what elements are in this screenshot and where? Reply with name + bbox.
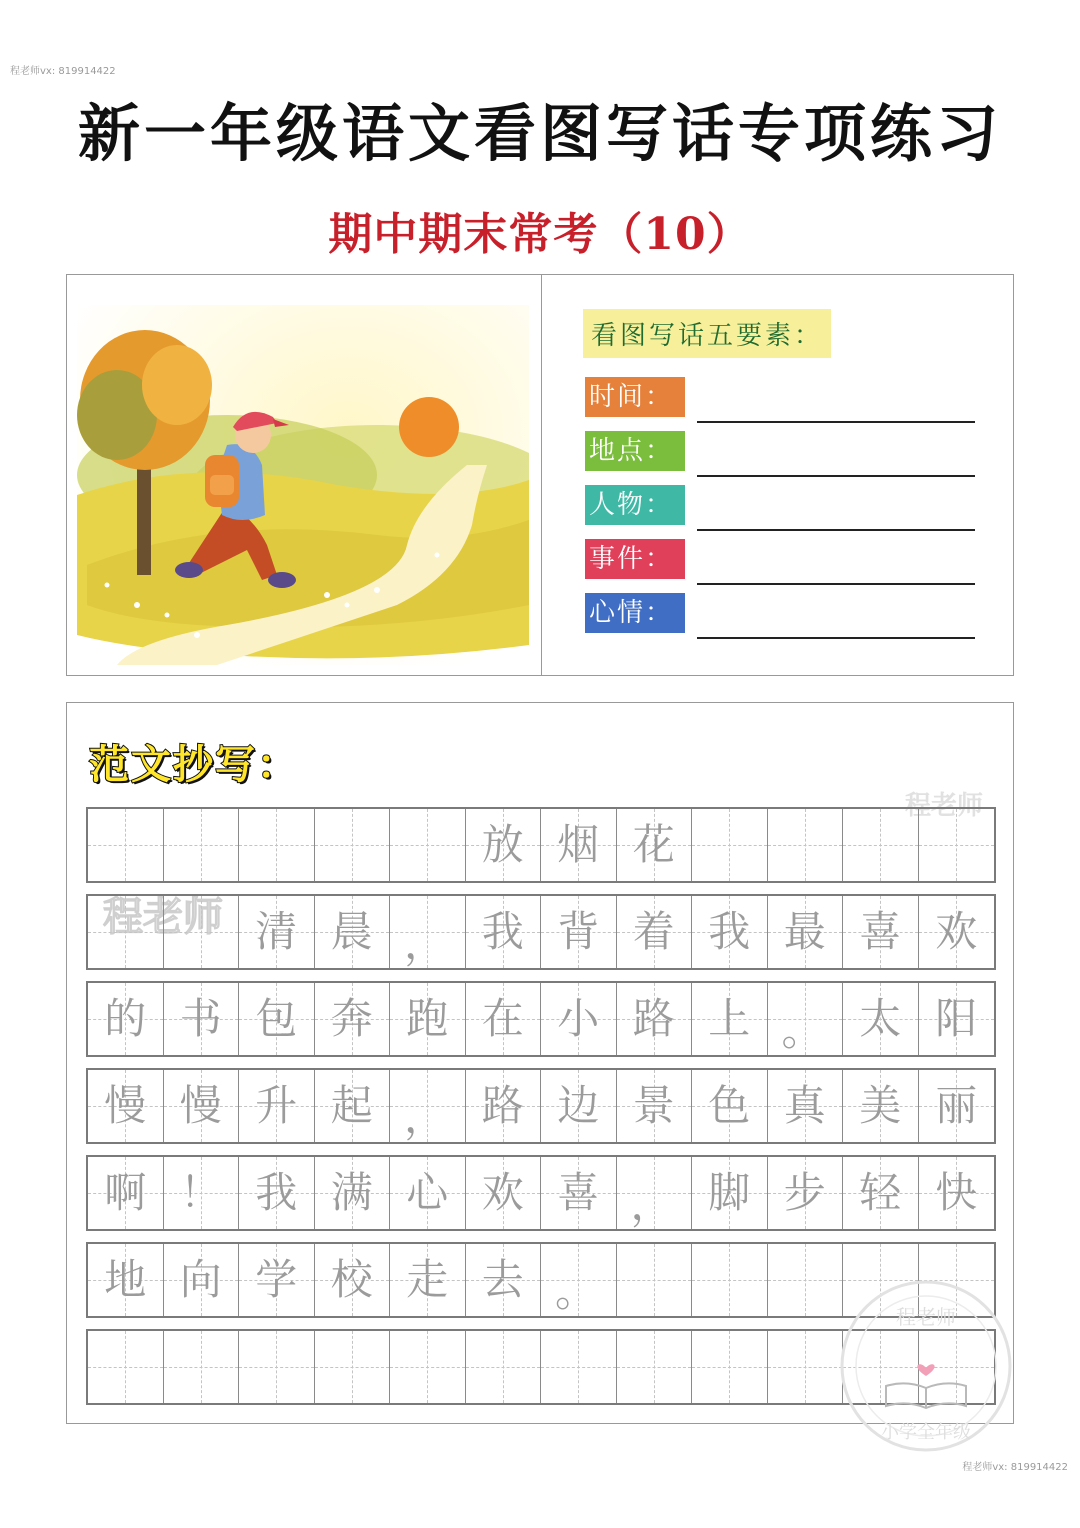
grid-char: 晨 bbox=[330, 907, 373, 956]
grid-cell[interactable] bbox=[617, 1331, 693, 1403]
grid-cell[interactable] bbox=[390, 1331, 466, 1403]
grid-cell[interactable] bbox=[315, 1070, 391, 1142]
grid-cell[interactable] bbox=[919, 1331, 995, 1403]
grid-cell[interactable] bbox=[768, 809, 844, 881]
watermark-bottom: 程老师vx: 819914422 bbox=[962, 1462, 1068, 1473]
grid-char: 轻 bbox=[859, 1168, 902, 1217]
grid-cell[interactable] bbox=[919, 1157, 995, 1229]
grid-cell[interactable] bbox=[390, 896, 466, 968]
grid-cell[interactable] bbox=[919, 1070, 995, 1142]
grid-char bbox=[239, 809, 314, 881]
grid-char bbox=[919, 809, 995, 881]
elements-title: 看图写话五要素： bbox=[583, 309, 831, 358]
grid-char bbox=[541, 1331, 616, 1403]
grid-cell[interactable] bbox=[239, 1331, 315, 1403]
element-label: 地点： bbox=[585, 431, 685, 471]
grid-char: 脚 bbox=[708, 1168, 751, 1217]
grid-char: 喜 bbox=[557, 1168, 600, 1217]
grid-cell[interactable] bbox=[164, 809, 240, 881]
grid-cell[interactable] bbox=[768, 896, 844, 968]
element-label: 心情： bbox=[585, 593, 685, 633]
grid-char bbox=[617, 1244, 692, 1316]
grid-char bbox=[466, 1331, 541, 1403]
grid-char: 路 bbox=[632, 994, 675, 1043]
grid-cell[interactable] bbox=[768, 1157, 844, 1229]
grid-row bbox=[86, 1155, 996, 1231]
grid-cell[interactable] bbox=[843, 1331, 919, 1403]
answer-line[interactable] bbox=[697, 529, 975, 531]
grid-cell[interactable] bbox=[919, 983, 995, 1055]
grid-char: 的 bbox=[104, 994, 147, 1043]
grid-cell[interactable] bbox=[768, 1244, 844, 1316]
grid-cell[interactable] bbox=[541, 809, 617, 881]
grid-char bbox=[88, 896, 163, 968]
grid-char: 太 bbox=[859, 994, 902, 1043]
seal-bottom-text: 小学全年级 bbox=[881, 1422, 971, 1443]
grid-char: ， bbox=[404, 1093, 447, 1142]
element-label: 事件： bbox=[585, 539, 685, 579]
grid-cell[interactable] bbox=[617, 983, 693, 1055]
grid-char bbox=[843, 809, 918, 881]
grid-char bbox=[164, 809, 239, 881]
grid-cell[interactable] bbox=[164, 983, 240, 1055]
grid-cell[interactable] bbox=[88, 1244, 164, 1316]
grid-char: 喜 bbox=[859, 907, 902, 956]
grid-char bbox=[88, 809, 163, 881]
grid-char: 啊 bbox=[104, 1168, 147, 1217]
grid-cell[interactable] bbox=[692, 1157, 768, 1229]
grid-cell[interactable] bbox=[390, 1244, 466, 1316]
grid-cell[interactable] bbox=[239, 809, 315, 881]
grid-cell[interactable] bbox=[315, 896, 391, 968]
grid-char: 慢 bbox=[104, 1081, 147, 1130]
grid-char: 路 bbox=[481, 1081, 524, 1130]
grid-char: 向 bbox=[179, 1255, 222, 1304]
grid-cell[interactable] bbox=[88, 1070, 164, 1142]
grid-char: 包 bbox=[255, 994, 298, 1043]
grid-cell[interactable] bbox=[164, 896, 240, 968]
grid-char: 真 bbox=[783, 1081, 826, 1130]
grid-char: 满 bbox=[330, 1168, 373, 1217]
grid-cell[interactable] bbox=[843, 1070, 919, 1142]
grid-char: 上 bbox=[708, 994, 751, 1043]
grid-char bbox=[390, 809, 465, 881]
grid-char: 我 bbox=[481, 907, 524, 956]
watermark-top: 程老师vx: 819914422 bbox=[10, 66, 116, 77]
grid-char: 学 bbox=[255, 1255, 298, 1304]
grid-char bbox=[843, 1244, 918, 1316]
grid-char bbox=[768, 1244, 843, 1316]
grid-cell[interactable] bbox=[466, 1070, 542, 1142]
grid-cell[interactable] bbox=[315, 1244, 391, 1316]
grid-cell[interactable] bbox=[541, 896, 617, 968]
sun bbox=[399, 397, 459, 457]
grid-cell[interactable] bbox=[315, 809, 391, 881]
grid-row bbox=[86, 1329, 996, 1405]
grid-cell[interactable] bbox=[466, 809, 542, 881]
grid-row bbox=[86, 1068, 996, 1144]
grid-cell[interactable] bbox=[768, 1070, 844, 1142]
grid-cell[interactable] bbox=[843, 809, 919, 881]
grid-char bbox=[164, 1331, 239, 1403]
grid-cell[interactable] bbox=[919, 1244, 995, 1316]
grid-cell[interactable] bbox=[315, 1157, 391, 1229]
grid-char: 快 bbox=[935, 1168, 978, 1217]
grid-cell[interactable] bbox=[843, 896, 919, 968]
grid-cell[interactable] bbox=[239, 983, 315, 1055]
grid-row bbox=[86, 894, 996, 970]
grid-char: 跑 bbox=[406, 994, 449, 1043]
answer-line[interactable] bbox=[697, 637, 975, 639]
grid-cell[interactable] bbox=[617, 1244, 693, 1316]
grid-cell[interactable] bbox=[541, 983, 617, 1055]
grid-char: 边 bbox=[557, 1081, 600, 1130]
grid-char: 慢 bbox=[179, 1081, 222, 1130]
answer-line[interactable] bbox=[697, 583, 975, 585]
grid-cell[interactable] bbox=[617, 1070, 693, 1142]
grid-cell[interactable] bbox=[466, 1157, 542, 1229]
grid-char: 清 bbox=[255, 907, 298, 956]
grid-char: 欢 bbox=[935, 907, 978, 956]
grid-char bbox=[239, 1331, 314, 1403]
grid-cell[interactable] bbox=[541, 1331, 617, 1403]
grid-char: 书 bbox=[179, 994, 222, 1043]
page-title: 新一年级语文看图写话专项练习 bbox=[77, 97, 1002, 170]
grid-char: 起 bbox=[330, 1081, 373, 1130]
grid-cell[interactable] bbox=[617, 896, 693, 968]
grid-char: 走 bbox=[406, 1255, 449, 1304]
grid-row bbox=[86, 807, 996, 883]
grid-char bbox=[843, 1331, 918, 1403]
grid-char: 烟 bbox=[557, 820, 600, 869]
grid-cell[interactable] bbox=[88, 1157, 164, 1229]
grid-char: 地 bbox=[104, 1255, 147, 1304]
grid-char: 在 bbox=[481, 994, 524, 1043]
grid-cell[interactable] bbox=[692, 983, 768, 1055]
watermark-grid: 程老师 bbox=[905, 791, 984, 821]
grid-cell[interactable] bbox=[239, 896, 315, 968]
grid-cell[interactable] bbox=[390, 1070, 466, 1142]
grid-cell[interactable] bbox=[164, 1331, 240, 1403]
copy-section-title: 范文抄写： bbox=[89, 742, 299, 788]
grid-cell[interactable] bbox=[919, 809, 995, 881]
page-subtitle: 期中期末常考（10） bbox=[328, 209, 752, 260]
grid-char bbox=[390, 1331, 465, 1403]
grid-char: 色 bbox=[708, 1081, 751, 1130]
grid-cell[interactable] bbox=[390, 1157, 466, 1229]
grid-char bbox=[164, 896, 239, 968]
grid-cell[interactable] bbox=[315, 1331, 391, 1403]
grid-cell[interactable] bbox=[88, 983, 164, 1055]
grid-char: 心 bbox=[406, 1168, 449, 1217]
grid-char: 我 bbox=[255, 1168, 298, 1217]
element-label: 人物： bbox=[585, 485, 685, 525]
grid-cell[interactable] bbox=[315, 983, 391, 1055]
grid-char: 欢 bbox=[481, 1168, 524, 1217]
grid-cell[interactable] bbox=[843, 1157, 919, 1229]
grid-cell[interactable] bbox=[843, 1244, 919, 1316]
grid-cell[interactable] bbox=[692, 896, 768, 968]
panel-divider bbox=[541, 275, 542, 675]
grid-cell[interactable] bbox=[692, 809, 768, 881]
grid-char: 最 bbox=[783, 907, 826, 956]
grid-char bbox=[617, 1331, 692, 1403]
grid-char: 我 bbox=[708, 907, 751, 956]
grid-cell[interactable] bbox=[692, 1244, 768, 1316]
grid-cell[interactable] bbox=[919, 896, 995, 968]
grid-row bbox=[86, 981, 996, 1057]
grid-char bbox=[315, 809, 390, 881]
grid-cell[interactable] bbox=[239, 1244, 315, 1316]
grid-cell[interactable] bbox=[88, 1331, 164, 1403]
grid-cell[interactable] bbox=[541, 1244, 617, 1316]
grid-char bbox=[692, 809, 767, 881]
grid-char: 花 bbox=[632, 820, 675, 869]
answer-line[interactable] bbox=[697, 421, 975, 423]
grid-char bbox=[919, 1331, 995, 1403]
grid-cell[interactable] bbox=[843, 983, 919, 1055]
grid-char: 放 bbox=[481, 820, 524, 869]
grid-char: 去 bbox=[481, 1255, 524, 1304]
grid-char bbox=[919, 1244, 995, 1316]
grid-char: 奔 bbox=[330, 994, 373, 1043]
grid-cell[interactable] bbox=[466, 1244, 542, 1316]
grid-char: 小 bbox=[557, 994, 600, 1043]
grid-cell[interactable] bbox=[239, 1070, 315, 1142]
grid-cell[interactable] bbox=[768, 1331, 844, 1403]
grid-cell[interactable] bbox=[164, 1244, 240, 1316]
grid-char: 。 bbox=[781, 1006, 824, 1055]
grid-cell[interactable] bbox=[617, 1157, 693, 1229]
grid-char: 着 bbox=[632, 907, 675, 956]
element-label: 时间： bbox=[585, 377, 685, 417]
grid-char bbox=[692, 1331, 767, 1403]
grid-char: ， bbox=[630, 1180, 673, 1229]
grid-cell[interactable] bbox=[88, 809, 164, 881]
grid-char: 阳 bbox=[935, 994, 978, 1043]
grid-cell[interactable] bbox=[541, 1157, 617, 1229]
answer-line[interactable] bbox=[697, 475, 975, 477]
grid-char: 景 bbox=[632, 1081, 675, 1130]
grid-char: ！ bbox=[179, 1168, 222, 1217]
grid-cell[interactable] bbox=[466, 983, 542, 1055]
grid-cell[interactable] bbox=[466, 896, 542, 968]
grid-cell[interactable] bbox=[390, 983, 466, 1055]
copy-panel bbox=[66, 702, 1014, 1424]
grid-cell[interactable] bbox=[466, 1331, 542, 1403]
grid-cell[interactable] bbox=[164, 1070, 240, 1142]
grid-char: 背 bbox=[557, 907, 600, 956]
grid-char: 丽 bbox=[935, 1081, 978, 1130]
grid-char: ， bbox=[404, 919, 447, 968]
grid-char bbox=[315, 1331, 390, 1403]
grid-cell[interactable] bbox=[768, 983, 844, 1055]
grid-char: 美 bbox=[859, 1081, 902, 1130]
illustration-boy-walking bbox=[77, 305, 529, 665]
grid-cell[interactable] bbox=[164, 1157, 240, 1229]
grid-row bbox=[86, 1242, 996, 1318]
grid-char: 。 bbox=[555, 1267, 598, 1316]
grid-char bbox=[768, 809, 843, 881]
grid-cell[interactable] bbox=[88, 896, 164, 968]
grid-cell[interactable] bbox=[617, 809, 693, 881]
grid-char: 步 bbox=[783, 1168, 826, 1217]
watermark-image: 程老师 bbox=[103, 894, 223, 940]
seal-top-text: 程老师 bbox=[896, 1305, 956, 1329]
grid-cell[interactable] bbox=[541, 1070, 617, 1142]
grid-char: 校 bbox=[330, 1255, 373, 1304]
grid-char bbox=[692, 1244, 767, 1316]
grid-cell[interactable] bbox=[239, 1157, 315, 1229]
grid-char: 升 bbox=[255, 1081, 298, 1130]
grid-char bbox=[768, 1331, 843, 1403]
grid-char bbox=[88, 1331, 163, 1403]
grid-cell[interactable] bbox=[390, 809, 466, 881]
grid-cell[interactable] bbox=[692, 1331, 768, 1403]
grid-cell[interactable] bbox=[692, 1070, 768, 1142]
